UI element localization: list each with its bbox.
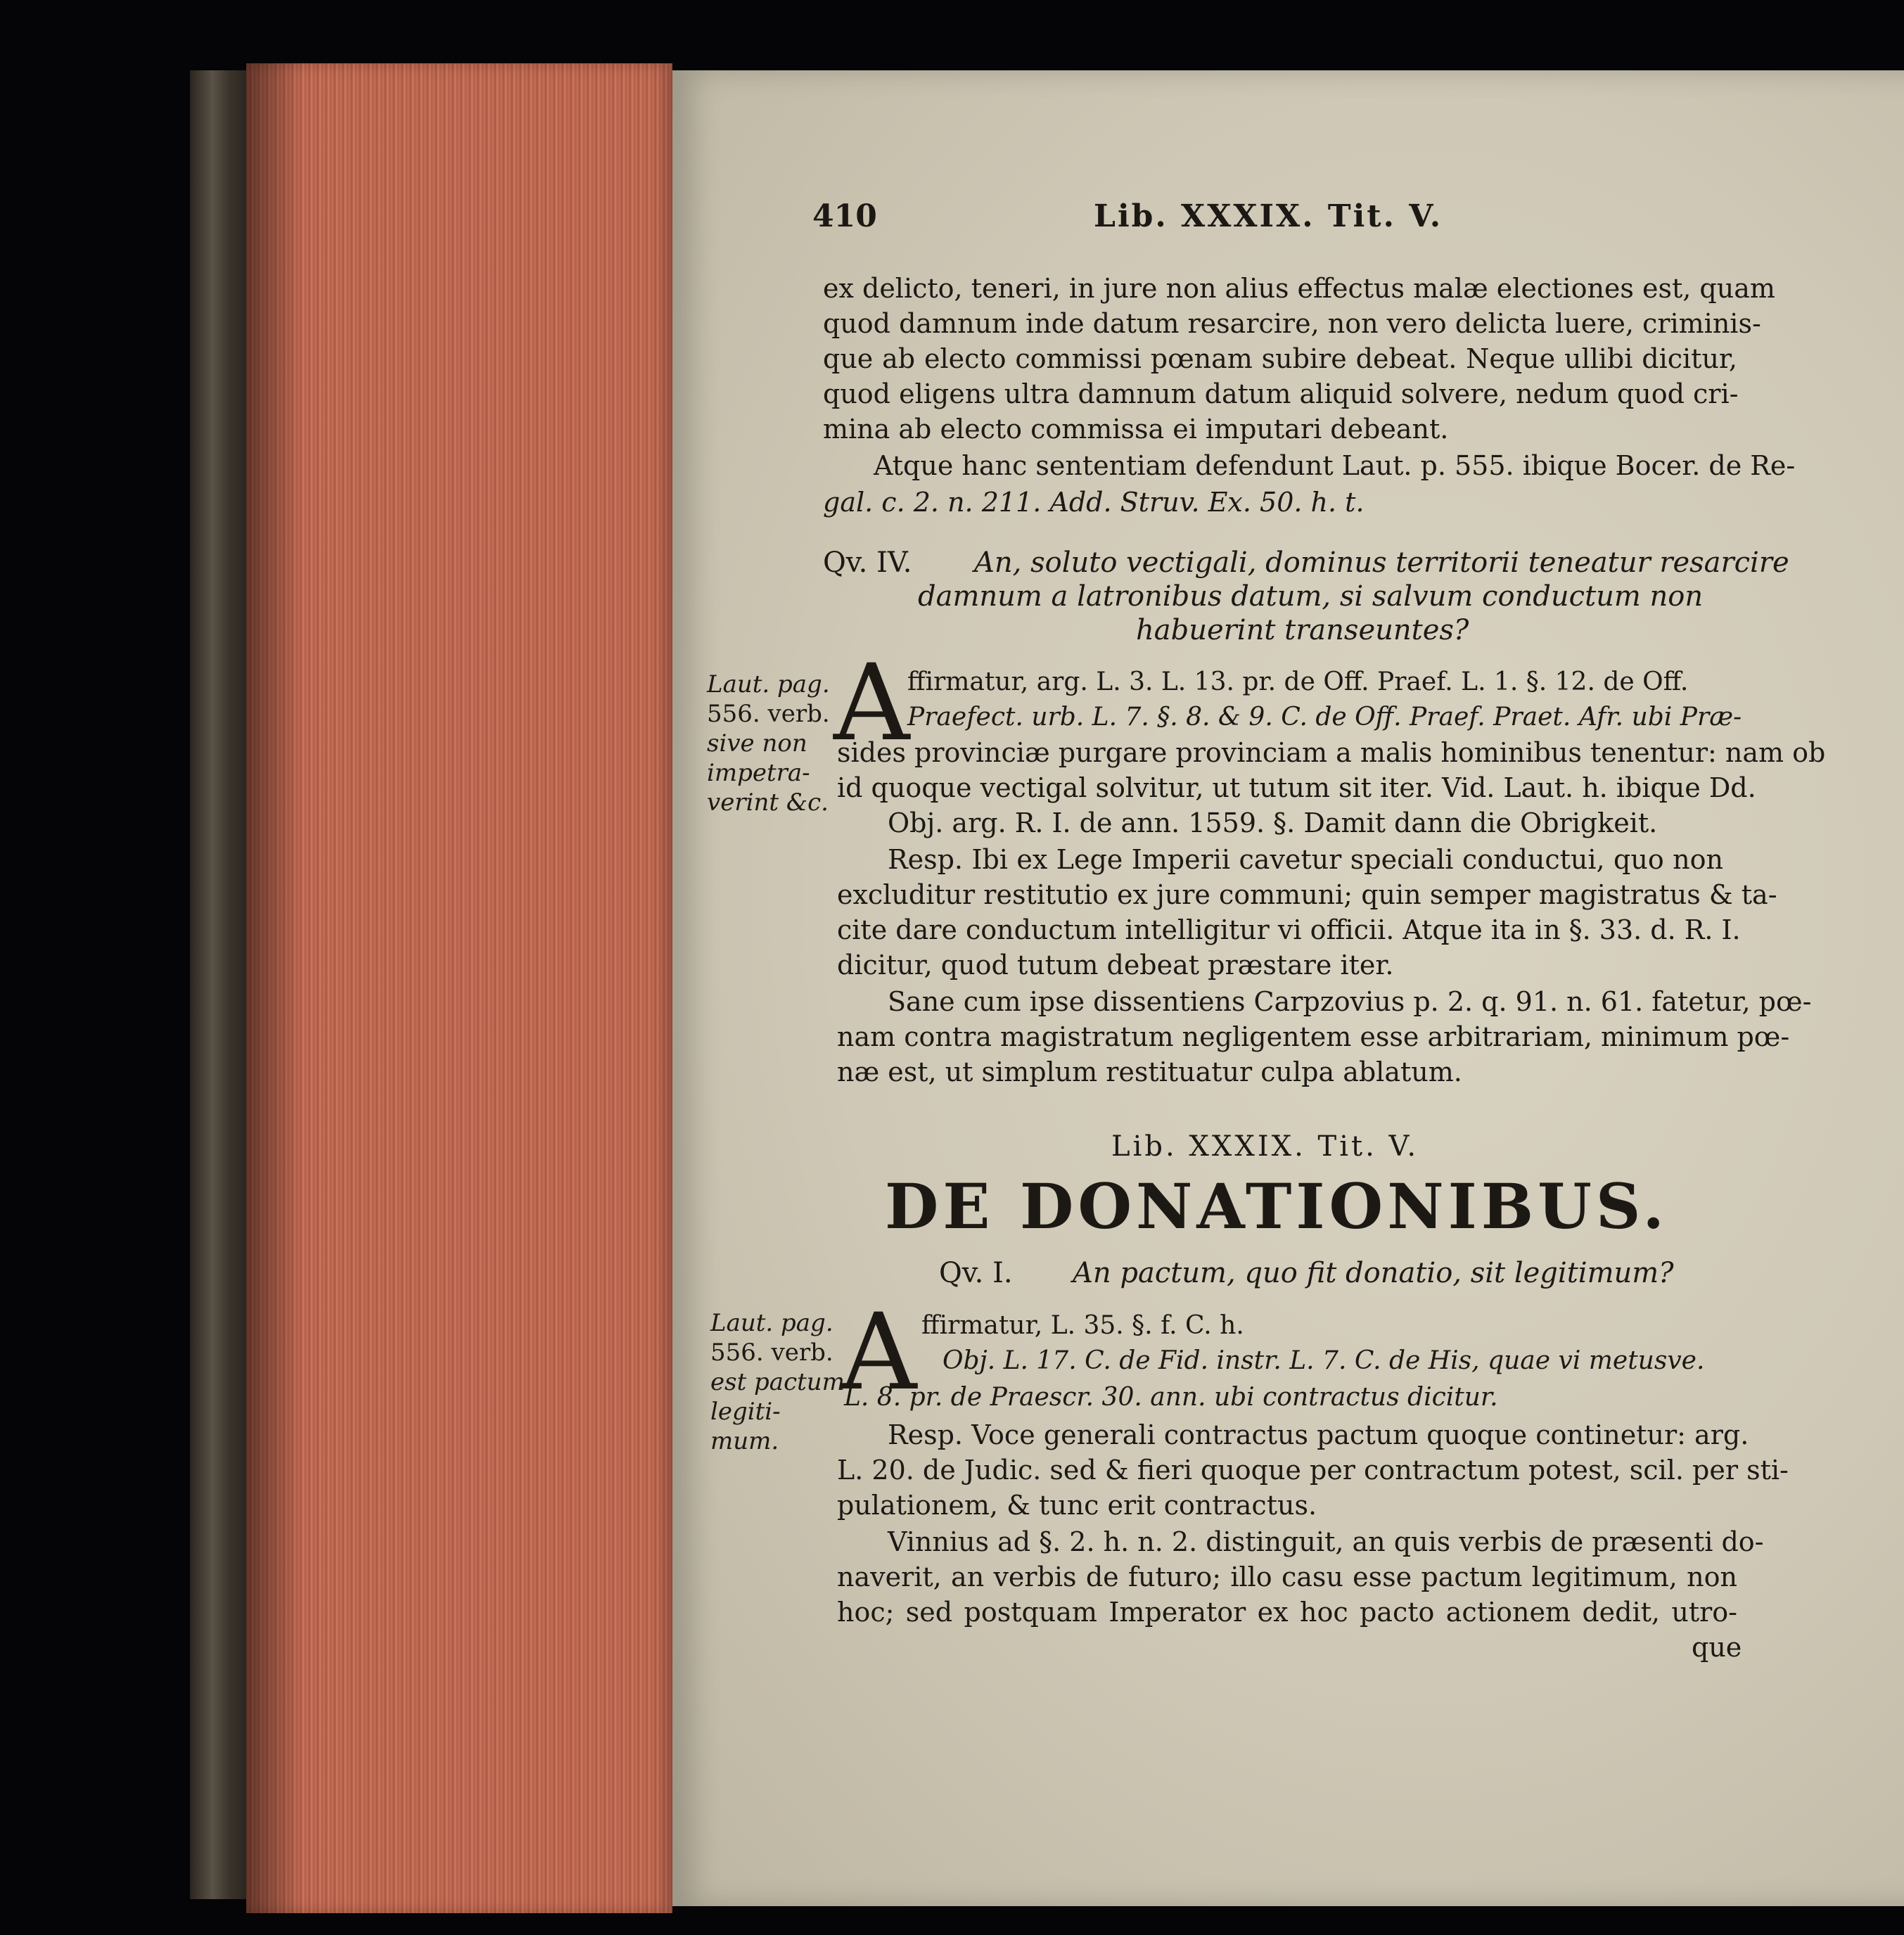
running-title: Lib. XXXIX. Tit. V. — [1094, 198, 1443, 234]
margin-note-line: legiti- — [710, 1398, 781, 1426]
text-line: Vinnius ad §. 2. h. n. 2. distinguit, an quis verbis de præsenti do- — [888, 1526, 1764, 1557]
page-number: 410 — [812, 198, 877, 234]
text-line: næ est, ut simplum restituatur culpa ablatum. — [837, 1056, 1462, 1087]
question-text: habuerint transeuntes? — [1136, 614, 1469, 646]
text-line: nam contra magistratum negligentem esse arbitrariam, minimum pœ- — [837, 1021, 1790, 1052]
drop-cap: A — [833, 642, 910, 765]
text-line: hoc; sed postquam Imperator ex hoc pacto actionem dedit, utro- — [837, 1597, 1737, 1628]
text-line: gal. c. 2. n. 211. Add. Struv. Ex. 50. h. t. — [823, 487, 1365, 518]
text-line: L. 8. pr. de Praescr. 30. ann. ubi contractus dicitur. — [844, 1383, 1498, 1412]
margin-note — [710, 1308, 845, 1456]
text-line: que ab electo commissi pœnam subire debeat. Neque ullibi dicitur, — [823, 343, 1737, 374]
question-label: Qv. IV. — [823, 547, 912, 579]
margin-note-line: verint &c. — [707, 788, 829, 817]
margin-note-line: 556. verb. — [710, 1339, 833, 1367]
text-line: mina ab electo commissa ei imputari debeant. — [823, 414, 1449, 445]
text-line: ffirmatur, arg. L. 3. L. 13. pr. de Off. Praef. L. 1. §. 12. de Off. — [907, 668, 1689, 696]
text-line: pulationem, & tunc erit contractus. — [837, 1490, 1317, 1521]
text-line: Praefect. urb. L. 7. §. 8. & 9. C. de Off. Praef. Praet. Afr. ubi Præ- — [907, 703, 1742, 732]
question-text: damnum a latronibus datum, si salvum conductum non — [918, 580, 1704, 613]
margin-note-line: sive non — [707, 729, 807, 758]
text-line: Sane cum ipse dissentiens Carpzovius p. 2. q. 91. n. 61. fatetur, pœ- — [888, 986, 1812, 1017]
margin-note-line: Laut. pag. — [707, 670, 830, 698]
margin-note — [707, 670, 830, 817]
margin-note-line: mum. — [710, 1427, 779, 1455]
text-line: quod damnum inde datum resarcire, non vero delicta luere, criminis- — [823, 308, 1761, 339]
book-spine — [190, 70, 246, 1899]
text-line: naverit, an verbis de futuro; illo casu esse pactum legitimum, non — [837, 1562, 1737, 1592]
page-fore-edge — [246, 63, 672, 1913]
text-line: dicitur, quod tutum debeat præstare iter. — [837, 950, 1394, 981]
text-line: quod eligens ultra damnum datum aliquid solvere, nedum quod cri- — [823, 378, 1739, 409]
section-running-title: Lib. XXXIX. Tit. V. — [1111, 1130, 1419, 1163]
text-line: ex delicto, teneri, in jure non alius effectus malæ electiones est, quam — [823, 273, 1775, 304]
question-text: An pactum, quo fit donatio, sit legitimum? — [1073, 1257, 1674, 1289]
text-line: id quoque vectigal solvitur, ut tutum sit iter. Vid. Laut. h. ibique Dd. — [837, 772, 1756, 803]
text-line: Resp. Voce generali contractus pactum quoque continetur: arg. — [888, 1419, 1749, 1450]
section-title: DE DONATIONIBUS. — [885, 1170, 1668, 1243]
margin-note-line: Laut. pag. — [710, 1309, 833, 1337]
text-line: Atque hanc sententiam defendunt Laut. p. 555. ibique Bocer. de Re- — [874, 450, 1796, 481]
fore-edge-shadow — [246, 63, 302, 1913]
catchword: que — [1692, 1632, 1742, 1663]
text-line: sides provinciæ purgare provinciam a malis hominibus tenentur: nam ob — [837, 737, 1826, 768]
margin-note-line: impetra- — [707, 759, 810, 787]
text-line: excluditur restitutio ex jure communi; quin semper magistratus & ta- — [837, 879, 1777, 910]
question-label: Qv. I. — [939, 1257, 1013, 1289]
drop-cap: A — [841, 1291, 917, 1414]
text-line: cite dare conductum intelligitur vi officii. Atque ita in §. 33. d. R. I. — [837, 914, 1741, 945]
text-line: L. 20. de Judic. sed & fieri quoque per contractum potest, scil. per sti- — [837, 1455, 1789, 1486]
text-line: Obj. L. 17. C. de Fid. instr. L. 7. C. de His, quae vi metusve. — [943, 1346, 1705, 1375]
text-line: ffirmatur, L. 35. §. f. C. h. — [921, 1311, 1244, 1340]
question-text: An, soluto vectigali, dominus territorii teneatur resarcire — [974, 547, 1789, 579]
margin-note-line: 556. verb. — [707, 700, 830, 728]
margin-note-line: est pactum — [710, 1368, 845, 1396]
text-line: Obj. arg. R. I. de ann. 1559. §. Damit dann die Obrigkeit. — [888, 807, 1658, 838]
text-line: Resp. Ibi ex Lege Imperii cavetur speciali conductui, quo non — [888, 844, 1723, 875]
